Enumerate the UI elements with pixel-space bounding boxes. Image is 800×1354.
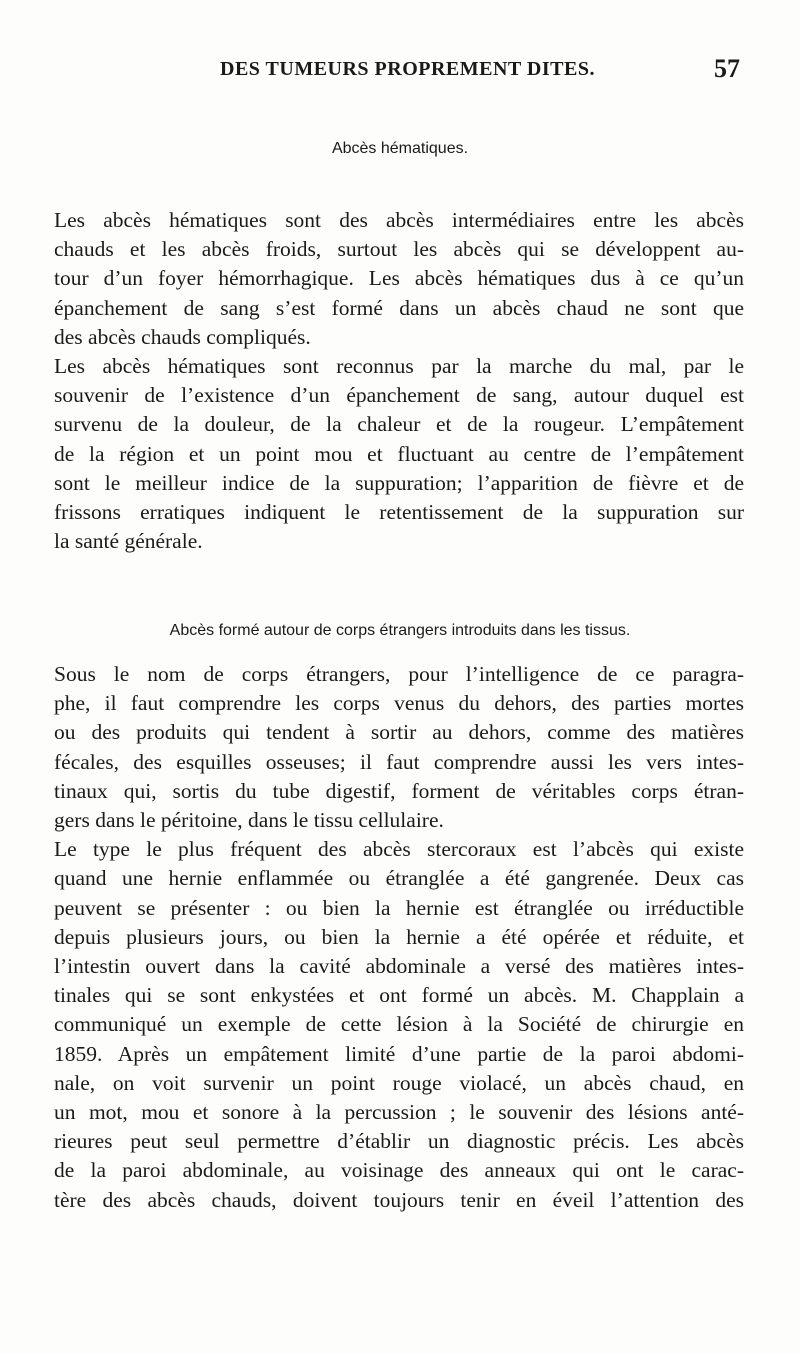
text-line: 1859. Après un empâtement limité d’une partie de la paroi abdomi-: [54, 1041, 744, 1066]
text-line: nale, on voit survenir un point rouge violacé, un abcès chaud, en: [54, 1070, 744, 1095]
text-line: phe, il faut comprendre les corps venus du dehors, des parties mortes: [54, 691, 744, 716]
text-line: Les abcès hématiques sont reconnus par la marche du mal, par le: [54, 354, 744, 379]
text-line: depuis plusieurs jours, ou bien la hernie a été opérée et réduite, et: [54, 924, 744, 949]
text-line: gers dans le péritoine, dans le tissu cellulaire.: [54, 808, 444, 833]
section-heading-abces-corps-etrangers: Abcès formé autour de corps étrangers introduits dans les tissus.: [169, 622, 631, 639]
text-line: tour d’un foyer hémorrhagique. Les abcès hématiques dus à ce qu’un: [54, 266, 744, 291]
section-heading-abces-hematiques: Abcès hématiques.: [331, 140, 469, 157]
running-title: DES TUMEURS PROPREMENT DITES.: [220, 58, 595, 80]
text-line: l’intestin ouvert dans la cavité abdominale a versé des matières intes-: [54, 954, 744, 979]
text-line: chauds et les abcès froids, surtout les abcès qui se développent au-: [54, 237, 744, 262]
running-head: [220, 54, 740, 88]
page-number: 57: [714, 54, 740, 83]
text-line: tère des abcès chauds, doivent toujours tenir en éveil l’attention des: [54, 1187, 744, 1212]
text-line: Les abcès hématiques sont des abcès intermédiaires entre les abcès: [54, 208, 744, 232]
text-line: survenu de la douleur, de la chaleur et de la rougeur. L’empâtement: [54, 412, 744, 437]
text-line: ou des produits qui tendent à sortir au dehors, comme des matières: [54, 720, 744, 745]
text-line: Sous le nom de corps étrangers, pour l’intelligence de ce paragra-: [54, 662, 744, 686]
text-line: peuvent se présenter : ou bien la hernie est étranglée ou irréductible: [54, 895, 744, 920]
text-line: de la paroi abdominale, au voisinage des anneaux qui ont le carac-: [54, 1158, 744, 1183]
text-line: Le type le plus fréquent des abcès stercoraux est l’abcès qui existe: [54, 837, 744, 862]
section2-body: [54, 660, 744, 1215]
text-line: fécales, des esquilles osseuses; il faut comprendre aussi les vers intes-: [54, 749, 744, 774]
text-line: communiqué un exemple de cette lésion à la Société de chirurgie en: [54, 1012, 744, 1037]
text-line: quand une hernie enflammée ou étranglée a été gangrenée. Deux cas: [54, 866, 744, 891]
text-line: épanchement de sang s’est formé dans un abcès chaud ne sont que: [54, 295, 744, 320]
text-line: sont le meilleur indice de la suppuration; l’apparition de fièvre et de: [54, 470, 744, 495]
text-line: la santé générale.: [54, 529, 203, 554]
section1-body: [54, 206, 744, 556]
text-line: frissons erratiques indiquent le retentissement de la suppuration sur: [54, 500, 744, 525]
text-line: tinales qui se sont enkystées et ont formé un abcès. M. Chapplain a: [54, 983, 744, 1008]
text-line: rieures peut seul permettre d’établir un diagnostic précis. Les abcès: [54, 1129, 744, 1154]
text-line: des abcès chauds compliqués.: [54, 324, 311, 349]
text-line: souvenir de l’existence d’un épanchement de sang, autour duquel est: [54, 383, 744, 408]
text-line: un mot, mou et sonore à la percussion ; le souvenir des lésions anté-: [54, 1100, 744, 1125]
text-line: tinaux qui, sortis du tube digestif, forment de véritables corps étran-: [54, 778, 744, 803]
text-line: de la région et un point mou et fluctuant au centre de l’empâtement: [54, 441, 744, 466]
